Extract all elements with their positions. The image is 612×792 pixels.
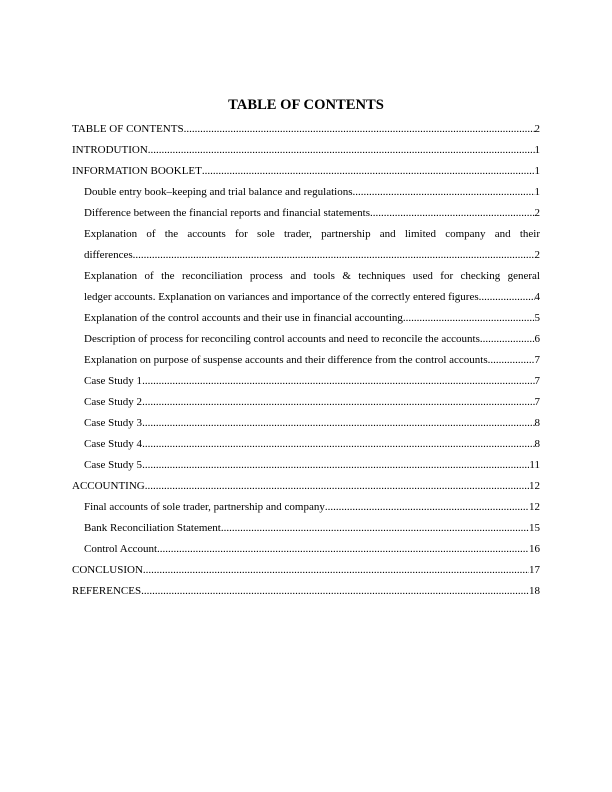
toc-entry-control-account[interactable] [72,539,540,560]
toc-page-number: 7 [534,375,540,387]
toc-page-number: 7 [534,354,540,366]
toc-page-number: 18 [529,585,540,597]
toc-leader-dots [202,161,535,182]
toc-entry-double-entry[interactable] [72,182,540,203]
toc-entry-label: Bank Reconciliation Statement [84,522,221,534]
toc-entry-label: Description of process for reconciling control accounts and need to reconcile the accounts [84,333,480,345]
toc-leader-dots [142,455,529,476]
toc-page-number: 4 [534,291,540,303]
toc-entry-reconciliation-process[interactable] [72,266,540,308]
toc-page-number: 11 [529,459,540,471]
toc-entry-references[interactable] [72,581,540,602]
toc-leader-dots [488,350,535,371]
toc-page-number: 5 [534,312,540,324]
toc-entry-introduction[interactable] [72,140,540,161]
toc-leader-dots [148,140,535,161]
toc-entry-information-booklet[interactable] [72,161,540,182]
toc-leader-dots [325,497,529,518]
toc-leader-dots [353,182,535,203]
toc-entry-label: REFERENCES [72,585,142,597]
toc-entry-suspense-accounts[interactable] [72,350,540,371]
toc-leader-dots [145,476,529,497]
toc-entry-label: CONCLUSION [72,564,143,576]
toc-entry-label: Double entry book–keeping and trial balance and regulations [84,186,353,198]
toc-entry-label: Case Study 4 [84,438,143,450]
toc-page-number: 8 [534,438,540,450]
toc-entry-reconciling-control[interactable] [72,329,540,350]
toc-page-number: 8 [534,417,540,429]
toc-page-number: 7 [534,396,540,408]
toc-leader-dots [141,581,529,602]
toc-page-number: 1 [534,165,540,177]
toc-entry-case-study-5[interactable] [72,455,540,476]
toc-leader-dots [184,119,535,140]
toc-entry-case-study-3[interactable] [72,413,540,434]
toc-leader-dots [157,539,529,560]
toc-entry-label-line1: Explanation of the accounts for sole trader, partnership and limited company and their [84,228,540,240]
toc-page-number: 2 [534,123,540,135]
toc-leader-dots [403,308,535,329]
toc-page-number: 6 [534,333,540,345]
toc-page-number: 1 [534,186,540,198]
toc-entry-label: Explanation of the control accounts and their use in financial accounting [84,312,403,324]
toc-page-number: 2 [534,207,540,219]
toc-page-number: 16 [529,543,540,555]
toc-entry-label: Explanation on purpose of suspense accounts and their difference from the control accounts [84,354,488,366]
toc-leader-dots [480,329,535,350]
toc-entry-control-accounts[interactable] [72,308,540,329]
toc-leader-dots [142,392,534,413]
toc-leader-dots [142,434,534,455]
toc-entry-label-line2: differences [84,249,133,261]
toc-entry-case-study-2[interactable] [72,392,540,413]
toc-entry-difference-reports[interactable] [72,203,540,224]
toc-page-number: 15 [529,522,540,534]
toc-entry-case-study-1[interactable] [72,371,540,392]
toc-title: TABLE OF CONTENTS [228,97,384,113]
toc-entry-label: Control Account [84,543,158,555]
toc-page-number: 1 [534,144,540,156]
toc-entry-conclusion[interactable] [72,560,540,581]
toc-entry-label: TABLE OF CONTENTS [72,123,184,135]
toc-leader-dots [143,560,529,581]
toc-entry-label-line1: Explanation of the reconciliation process and tools & techniques used for checking general [84,270,540,282]
toc-leader-dots [370,203,535,224]
toc-entry-explanation-accounts[interactable] [72,224,540,266]
toc-page-number: 12 [529,480,540,492]
toc-leader-dots [221,518,529,539]
toc-entry-label: ACCOUNTING [72,480,145,492]
toc-leader-dots [142,371,534,392]
toc-entry-final-accounts[interactable] [72,497,540,518]
toc-entry-case-study-4[interactable] [72,434,540,455]
toc-entry-label: INFORMATION BOOKLET [72,165,202,177]
toc-entry-label: Case Study 1 [84,375,143,387]
toc-entry-label: Case Study 2 [84,396,143,408]
toc-entry-label: INTRODUTION [72,144,148,156]
toc-entry-label: Case Study 5 [84,459,143,471]
toc-page-number: 17 [529,564,540,576]
toc-entry-label: Difference between the financial reports and financial statements [84,207,370,219]
toc-list [72,119,540,602]
toc-page-number: 2 [534,249,540,261]
toc-entry-bank-reconciliation[interactable] [72,518,540,539]
toc-entry-table-of-contents[interactable] [72,119,540,140]
toc-leader-dots [142,413,534,434]
toc-leader-dots [133,245,535,266]
toc-entry-label-line2: ledger accounts. Explanation on variances and importance of the correctly entered figures [84,291,479,303]
toc-page-number: 12 [529,501,540,513]
toc-entry-label: Final accounts of sole trader, partnership and company [84,501,325,513]
toc-leader-dots [479,287,535,308]
toc-entry-accounting[interactable] [72,476,540,497]
toc-entry-label: Case Study 3 [84,417,143,429]
